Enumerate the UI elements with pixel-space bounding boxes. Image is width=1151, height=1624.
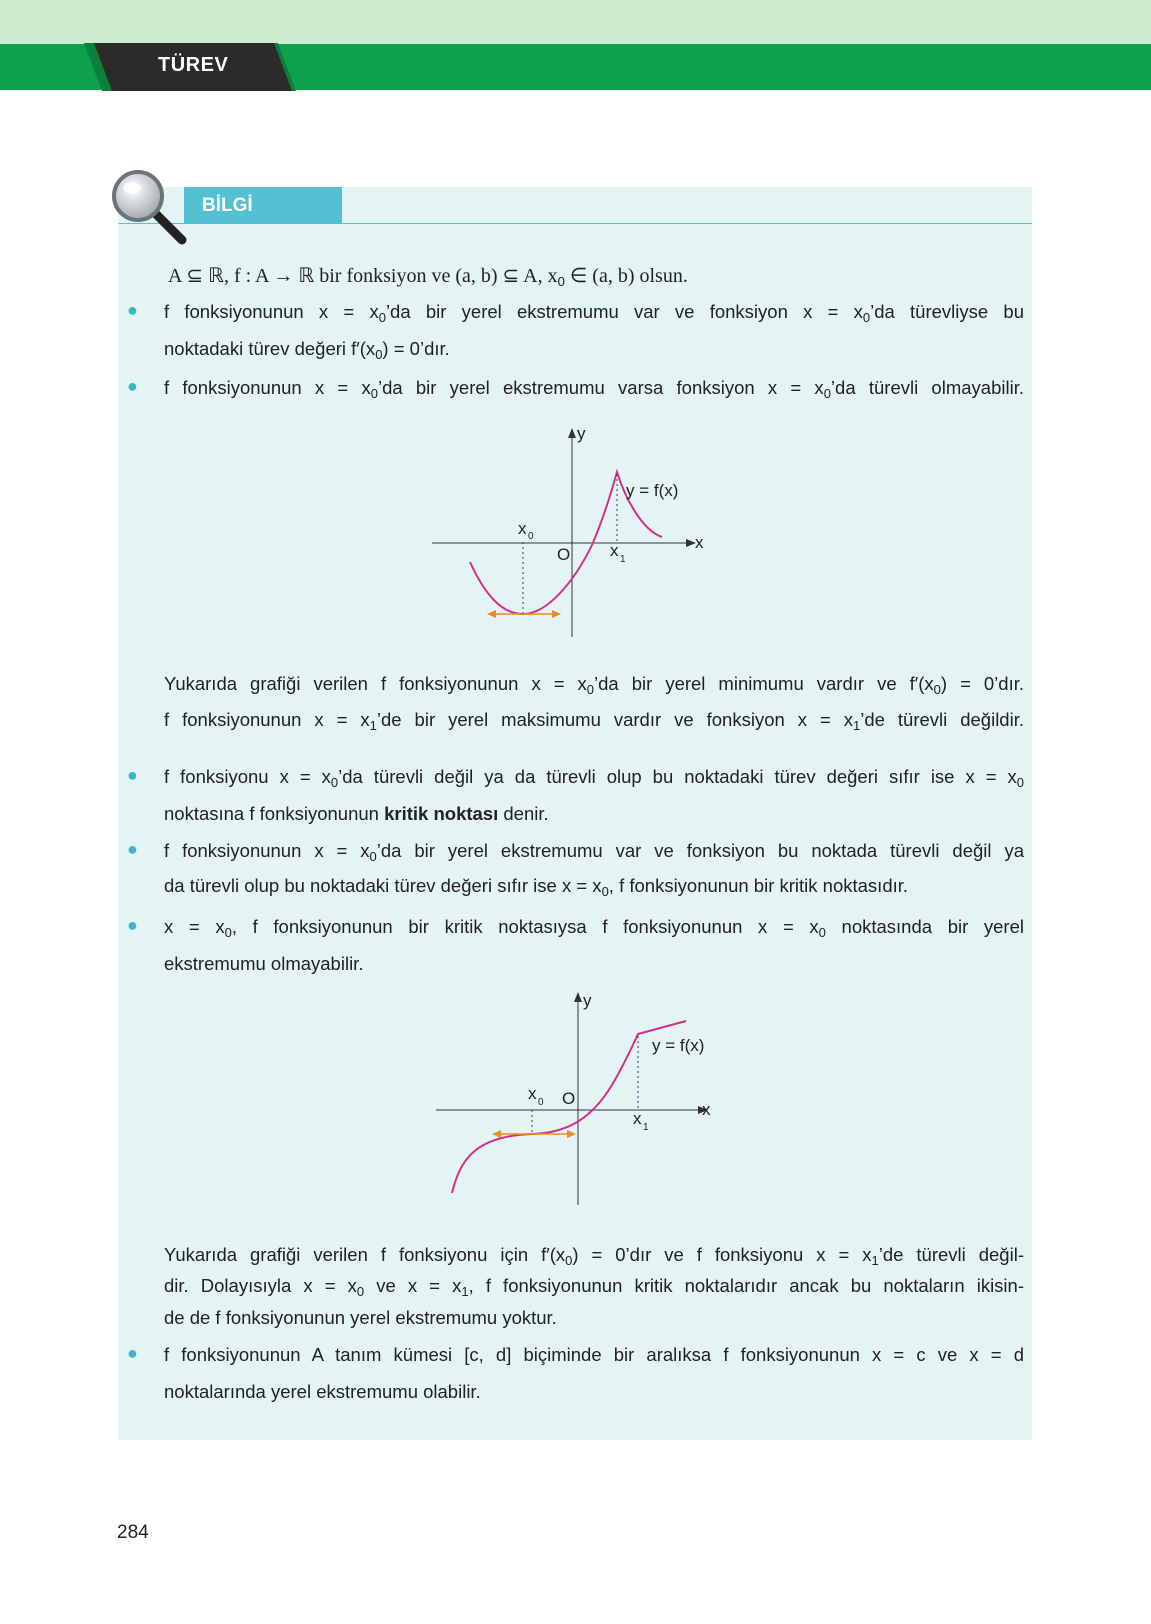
bullet-4-line-2 [164,868,1024,904]
page-number: 284 [117,1522,149,1543]
subscript: 1 [871,1253,879,1268]
text: , f fonksiyonunun bir kritik noktasıdır. [608,875,909,896]
bullet-4-line-1 [164,833,1024,869]
text: ’da bir yerel ekstremumu var ve fonksiyon bu noktada türevli değil ya [376,840,1024,861]
text: da türevli olup bu noktadaki türev değeri sıfır ise x = x [164,875,602,896]
subscript: 0 [565,1253,573,1268]
bullet-6: ● [127,1343,138,1363]
text: x = x [164,916,225,937]
subscript: 0 [1016,775,1024,790]
graph-2-explanation-line-3 [164,1300,1024,1336]
info-tab-label: BİLGİ [184,187,342,224]
subscript: 0 [356,1284,365,1299]
text: ’da türevli olmayabilir. [830,377,1024,398]
bullet-1: ● [127,300,138,320]
graph-1-explanation-line-1 [164,666,1024,702]
text: ’da bir yerel ekstremumu var ve fonksiyon x = x [385,301,863,322]
subscript: 0 [823,386,831,401]
magnifier-icon [110,168,190,248]
subscript: 0 [330,775,339,790]
graph-2-x1-label: x [633,1109,642,1128]
text: f fonksiyonunun x = x [164,840,370,861]
subscript: 0 [818,925,826,940]
graph-1-x0-subscript: 0 [528,531,534,542]
bullet-5-line-1 [164,909,1024,945]
subscript: 0 [933,682,941,697]
chapter-title: TÜREV [158,54,229,76]
graph-1-origin-label: O [557,545,571,564]
subscript: 0 [601,884,609,899]
bullet-3-line-1 [164,759,1024,795]
bullet-5: ● [127,915,138,935]
graph-1-x1-label: x [610,541,619,560]
subscript: 0 [586,682,595,697]
text: , f fonksiyonunun kritik noktalarıdır ancak bu noktaların ikisin- [468,1275,1024,1296]
bullet-4: ● [127,839,138,859]
bullet-2: ● [127,376,138,396]
bullet-3-line-2 [164,796,1024,832]
subscript: 0 [224,925,232,940]
definition-line [168,258,1028,294]
text: Yukarıda grafiği verilen f fonksiyonu için f′(x [164,1244,566,1265]
text: ’da bir yerel ekstremumu varsa fonksiyon x = x [377,377,824,398]
graph-2-x0-subscript: 0 [538,1097,544,1108]
text: Yukarıda grafiği verilen f fonksiyonunun x = x [164,673,587,694]
text: , f fonksiyonunun bir kritik noktasıysa f fonksiyonunun x = x [231,916,819,937]
text: denir. [498,803,549,824]
graph-2-x-label: x [702,1100,711,1119]
text: ve x = x [364,1275,462,1296]
text: f fonksiyonunun x = x [164,377,371,398]
text: f fonksiyonunun A tanım kümesi [c, d] biçiminde bir aralıksa f fonksiyonunun x = c ve x = d [164,1344,1024,1365]
text: f fonksiyonu x = x [164,766,331,787]
graph-2-origin-label: O [562,1089,576,1108]
subscript: 0 [375,347,383,362]
text: ) = 0’dır. [382,338,450,359]
graph-2-explanation-line-2 [164,1268,1024,1304]
text: ) = 0’dır ve f fonksiyonu x = x [572,1244,872,1265]
graph-1-x0-label: x [518,519,527,538]
text: f fonksiyonunun x = x [164,709,370,730]
text: noktalarında yerel ekstremumu olabilir. [164,1381,481,1402]
text: ’de türevli değildir. [860,709,1024,730]
text: dir. Dolayısıyla x = x [164,1275,357,1296]
bullet-6-line-1 [164,1337,1024,1373]
bold-term: kritik noktası [384,803,499,824]
graph-1-x1-subscript: 1 [620,554,626,565]
bullet-6-line-2 [164,1374,1024,1410]
subscript: 1 [853,718,861,733]
bullet-2-line [164,370,1024,406]
text: de de f fonksiyonunun yerel ekstremumu yoktur. [164,1307,557,1328]
graph-2-function-label: y = f(x) [652,1036,705,1055]
graph-2 [425,985,725,1210]
text: ’de bir yerel maksimumu vardır ve fonksiyon x = x [376,709,853,730]
graph-1-function-label: y = f(x) [626,481,679,500]
text: ’da türevli değil ya da türevli olup bu noktadaki türev değeri sıfır ise x = x [338,766,1017,787]
graph-1 [425,418,725,648]
graph-1-y-label: y [577,424,586,443]
subscript: 1 [461,1284,469,1299]
text: noktasına f fonksiyonunun [164,803,385,824]
text: f fonksiyonunun x = x [164,301,379,322]
text: ) = 0’dır. [940,673,1024,694]
bullet-1-line-2 [164,331,1024,367]
bullet-1-line-1 [164,294,1024,330]
subscript: 0 [369,849,377,864]
text: ekstremumu olmayabilir. [164,953,364,974]
graph-1-explanation-line-2 [164,702,1024,738]
definition-text-end: ∈ (a, b) olsun. [564,265,688,287]
graph-2-x0-label: x [528,1084,537,1103]
subscript: 0 [370,386,378,401]
graph-1-x-label: x [695,533,704,552]
subscript: 1 [369,718,377,733]
text: ’da bir yerel minimumu vardır ve f′(x [594,673,934,694]
subscript: 0 [862,310,871,325]
bullet-3: ● [127,765,138,785]
graph-2-y-label: y [583,991,592,1010]
text: noktadaki türev değeri f′(x [164,338,376,359]
definition-text: A ⊆ ℝ, f : A → ℝ bir fonksiyon ve (a, b) ⊆ A, x [168,265,558,287]
subscript: 0 [378,310,386,325]
subscript: 0 [557,274,565,289]
text: noktasında bir yerel [825,916,1024,937]
bullet-5-line-2 [164,946,1024,982]
graph-2-x1-subscript: 1 [643,1122,649,1133]
text: ’de türevli değil- [878,1244,1024,1265]
text: ’da türevliyse bu [870,301,1024,322]
